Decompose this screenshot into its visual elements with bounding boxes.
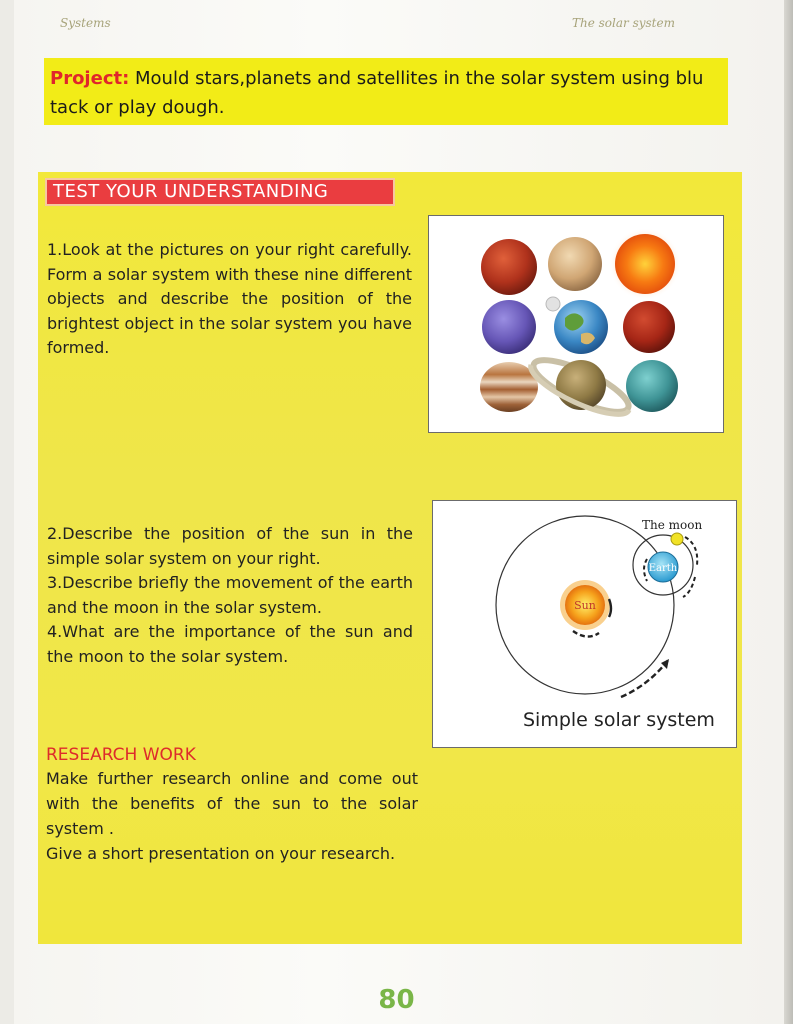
running-header-right: The solar system: [572, 16, 675, 30]
earth-label: Earth: [648, 563, 678, 574]
planet-neptune: [482, 300, 536, 354]
project-label: Project:: [50, 68, 130, 89]
question-3: 3.Describe briefly the movement of the earth and the moon in the solar system.: [47, 573, 413, 617]
moon-body: [671, 533, 683, 545]
project-text: Mould stars,planets and satellites in the solar system using blu tack or play dough.: [50, 68, 704, 118]
simple-solar-system-diagram: [432, 500, 737, 748]
moon-small: [546, 297, 560, 311]
question-1: 1.Look at the pictures on your right carefully. Form a solar system with these nine different objects and describe the position of the brightest object in the solar system you have formed.: [47, 240, 412, 357]
planet-uranus: [626, 360, 678, 412]
planet-mars: [481, 239, 537, 295]
planet-earth: [554, 300, 608, 354]
earth-rotation-arrow: [644, 559, 647, 581]
sun-label: Sun: [574, 599, 596, 612]
test-your-understanding-heading: TEST YOUR UNDERSTANDING: [45, 178, 395, 206]
planets-picture: [428, 215, 724, 433]
planets-illustration: [429, 216, 725, 434]
research-paragraph: Make further research online and come out with the benefits of the sun to the solar system .: [46, 769, 418, 838]
book-spine: [784, 0, 793, 1024]
questions-2-4: [47, 522, 413, 669]
question-2: 2.Describe the position of the sun in the simple solar system on your right.: [47, 524, 413, 568]
moon-orbit-arrow: [685, 537, 697, 565]
sun-image: [615, 234, 675, 294]
research-presentation-line: Give a short presentation on your research.: [46, 844, 396, 863]
sun-rotation-arrow: [573, 631, 599, 637]
earth-orbit-arrow: [621, 659, 669, 697]
planet-mars-2: [623, 301, 675, 353]
research-work-text: [46, 766, 418, 866]
question-4: 4.What are the importance of the sun and the moon to the solar system.: [47, 622, 413, 666]
planet-venus: [548, 237, 602, 291]
moon-label: The moon: [642, 518, 703, 532]
research-work-heading: RESEARCH WORK: [46, 745, 196, 765]
project-box: [44, 58, 728, 125]
diagram-caption: Simple solar system: [523, 709, 715, 731]
page-number: 80: [378, 985, 415, 1015]
running-header-left: Systems: [60, 16, 111, 30]
